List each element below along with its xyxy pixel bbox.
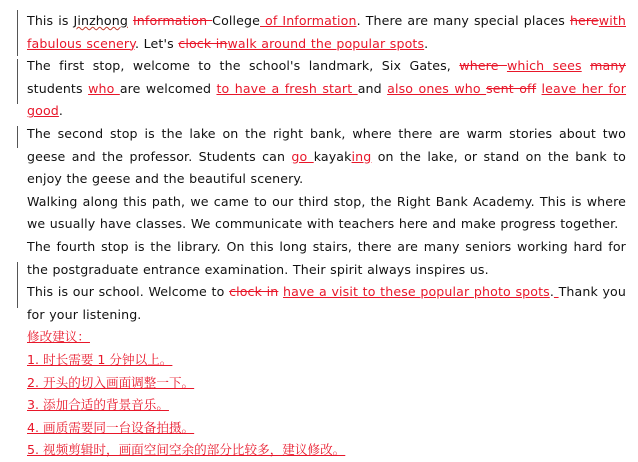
text-run: The second stop is the lake on the right bank, where there are warm stories about two geese and the professor. Students can [27,125,626,164]
inserted-text: with fabulous scenery [27,13,626,51]
text-run: and [357,80,388,96]
text-run: The fourth stop is the library. On this long stairs, there are many seniors working hard for the postgraduate entrance examination. Their spirit always inspires us. [27,238,626,277]
suggestion-item-5[interactable]: 5. 视频剪辑时，画面空间空余的部分比较多，建议修改。 [27,442,346,458]
paragraph-fourth-stop[interactable] [27,236,626,281]
paragraph-closing[interactable] [27,281,626,326]
text-run: The first stop, welcome to the school's landmark, Six Gates, [27,58,460,74]
misspelled-word: Jinzhong [73,13,128,28]
change-bar-4 [17,262,18,308]
inserted-text: walk around the popular spots [227,35,425,51]
paragraph-intro[interactable] [27,10,626,55]
suggestion-item-3[interactable]: 3. 添加合适的背景音乐。 [27,397,169,413]
suggestions-title[interactable]: 修改建议： [27,329,90,345]
inserted-text: leave her for good [27,80,627,119]
change-bar-1 [17,10,18,56]
deleted-text: clock in [178,35,228,51]
text-run: . Let's [135,35,179,51]
paragraph-third-stop[interactable] [27,191,626,236]
text-run: Thank you for your listening. [27,284,626,322]
deleted-text: clock in [229,284,279,300]
change-bar-2 [17,59,18,104]
inserted-text: of Information [260,13,357,28]
deleted-text: where [459,58,507,74]
text-run: Walking along this path, we came to our third stop, the Right Bank Academy. This is where we usually have classes. We communicate with teachers here and make progress together. [27,193,626,232]
text-run: . [549,284,554,300]
suggestion-item-2[interactable]: 2. 开头的切入画面调整一下。 [27,374,195,390]
inserted-text: to have a fresh start [216,80,358,96]
text-run: College [212,13,260,28]
text-run: . There are many special places [356,13,570,28]
text-run: kayak [313,148,352,164]
text-run: are welcomed [119,80,217,96]
text-run: on the lake, or stand on the bank to enjoy the geese and the beautiful scenery. [27,148,626,187]
inserted-text: also ones who [387,80,487,96]
text-run: students [27,80,89,96]
text-run [582,58,590,73]
text-run: This is [27,13,74,28]
inserted-text: who [88,80,120,96]
text-run: . [58,103,64,119]
suggestion-item-1[interactable]: 1. 时长需要 1 分钟以上。 [27,351,173,367]
inserted-text: have a visit to these popular photo spots [283,284,550,300]
text-run: . [424,35,429,51]
paragraph-second-stop[interactable] [27,123,626,191]
change-bar-3 [17,126,18,148]
deleted-text: sent off [486,80,537,96]
suggestion-item-4[interactable]: 4. 画质需要同一台设备拍摄。 [27,419,195,435]
inserted-text: ing [351,148,372,164]
paragraph-first-stop[interactable] [27,55,626,123]
inserted-text: which sees [506,58,582,74]
inserted-text: go [291,148,314,164]
deleted-text: here [569,13,599,28]
deleted-text: many [590,58,626,74]
text-run: This is our school. Welcome to [27,284,230,300]
deleted-text: Information [132,13,213,28]
